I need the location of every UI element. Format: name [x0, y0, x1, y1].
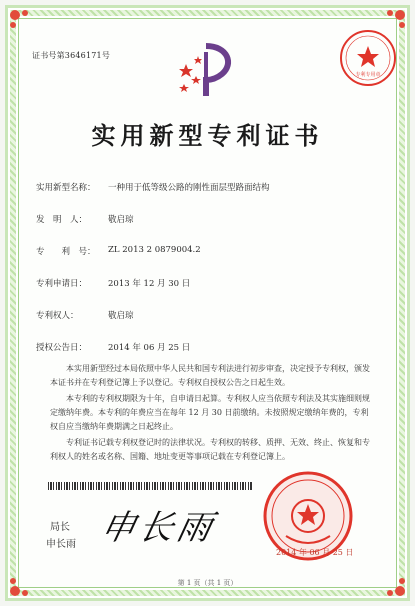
top-right-seal-icon [338, 28, 398, 88]
seal-date: 2014 年 06 月 25 日 [276, 548, 354, 557]
field-value-name: 一种用于低等级公路的刚性面层型路面结构 [108, 183, 270, 193]
director-title: 局长 [50, 522, 70, 533]
svg-text:专利专用章: 专利专用章 [355, 72, 381, 78]
field-label-patent-no: 专 利 号： [36, 247, 96, 257]
field-value-filing-date: 2013 年 12 月 30 日 [108, 279, 191, 289]
corner-ornament-icon [8, 8, 42, 42]
field-label-inventor: 发 明 人： [36, 215, 88, 225]
page-footer: 第 1 页（共 1 页） [177, 579, 238, 587]
statement-paragraph: 本实用新型经过本局依照中华人民共和国专利法进行初步审查，决定授予专利权，颁发本证书并在专利登记簿上予以登记。专利权自授权公告之日起生效。 [50, 364, 370, 387]
director-signature: 申长雨 [97, 508, 220, 548]
statement-paragraph: 本专利的专利权期限为十年，自申请日起算。专利权人应当依照专利法及其实施细则规定缴纳年费。本专利的年费应当在每年 12 月 30 日前缴纳。未按照规定缴纳年费的，专利权自应当缴纳年费期满之日起终止。 [50, 394, 370, 431]
field-label-grant-date: 授权公告日： [36, 343, 88, 353]
field-value-inventor: 敬启琼 [108, 215, 134, 225]
field-label-name: 实用新型名称： [36, 183, 96, 193]
certificate-title: 实用新型专利证书 [91, 121, 324, 150]
cnipa-logo-icon [176, 42, 240, 100]
field-value-patent-no: ZL 2013 2 0879004.2 [108, 245, 201, 255]
director-name: 申长雨 [46, 539, 76, 550]
field-label-filing-date: 专利申请日： [36, 279, 88, 289]
field-value-grant-date: 2014 年 06 月 25 日 [108, 343, 191, 353]
statement-paragraph: 专利证书记载专利权登记时的法律状况。专利权的转移、质押、无效、终止、恢复和专利权人的姓名或名称、国籍、地址变更等事项记载在专利登记簿上。 [50, 438, 370, 461]
barcode-icon [48, 482, 253, 490]
field-value-patentee: 敬启琼 [108, 311, 134, 321]
field-label-patentee: 专利权人： [36, 311, 79, 321]
certificate-number: 证书号第3646171号 [32, 51, 111, 60]
